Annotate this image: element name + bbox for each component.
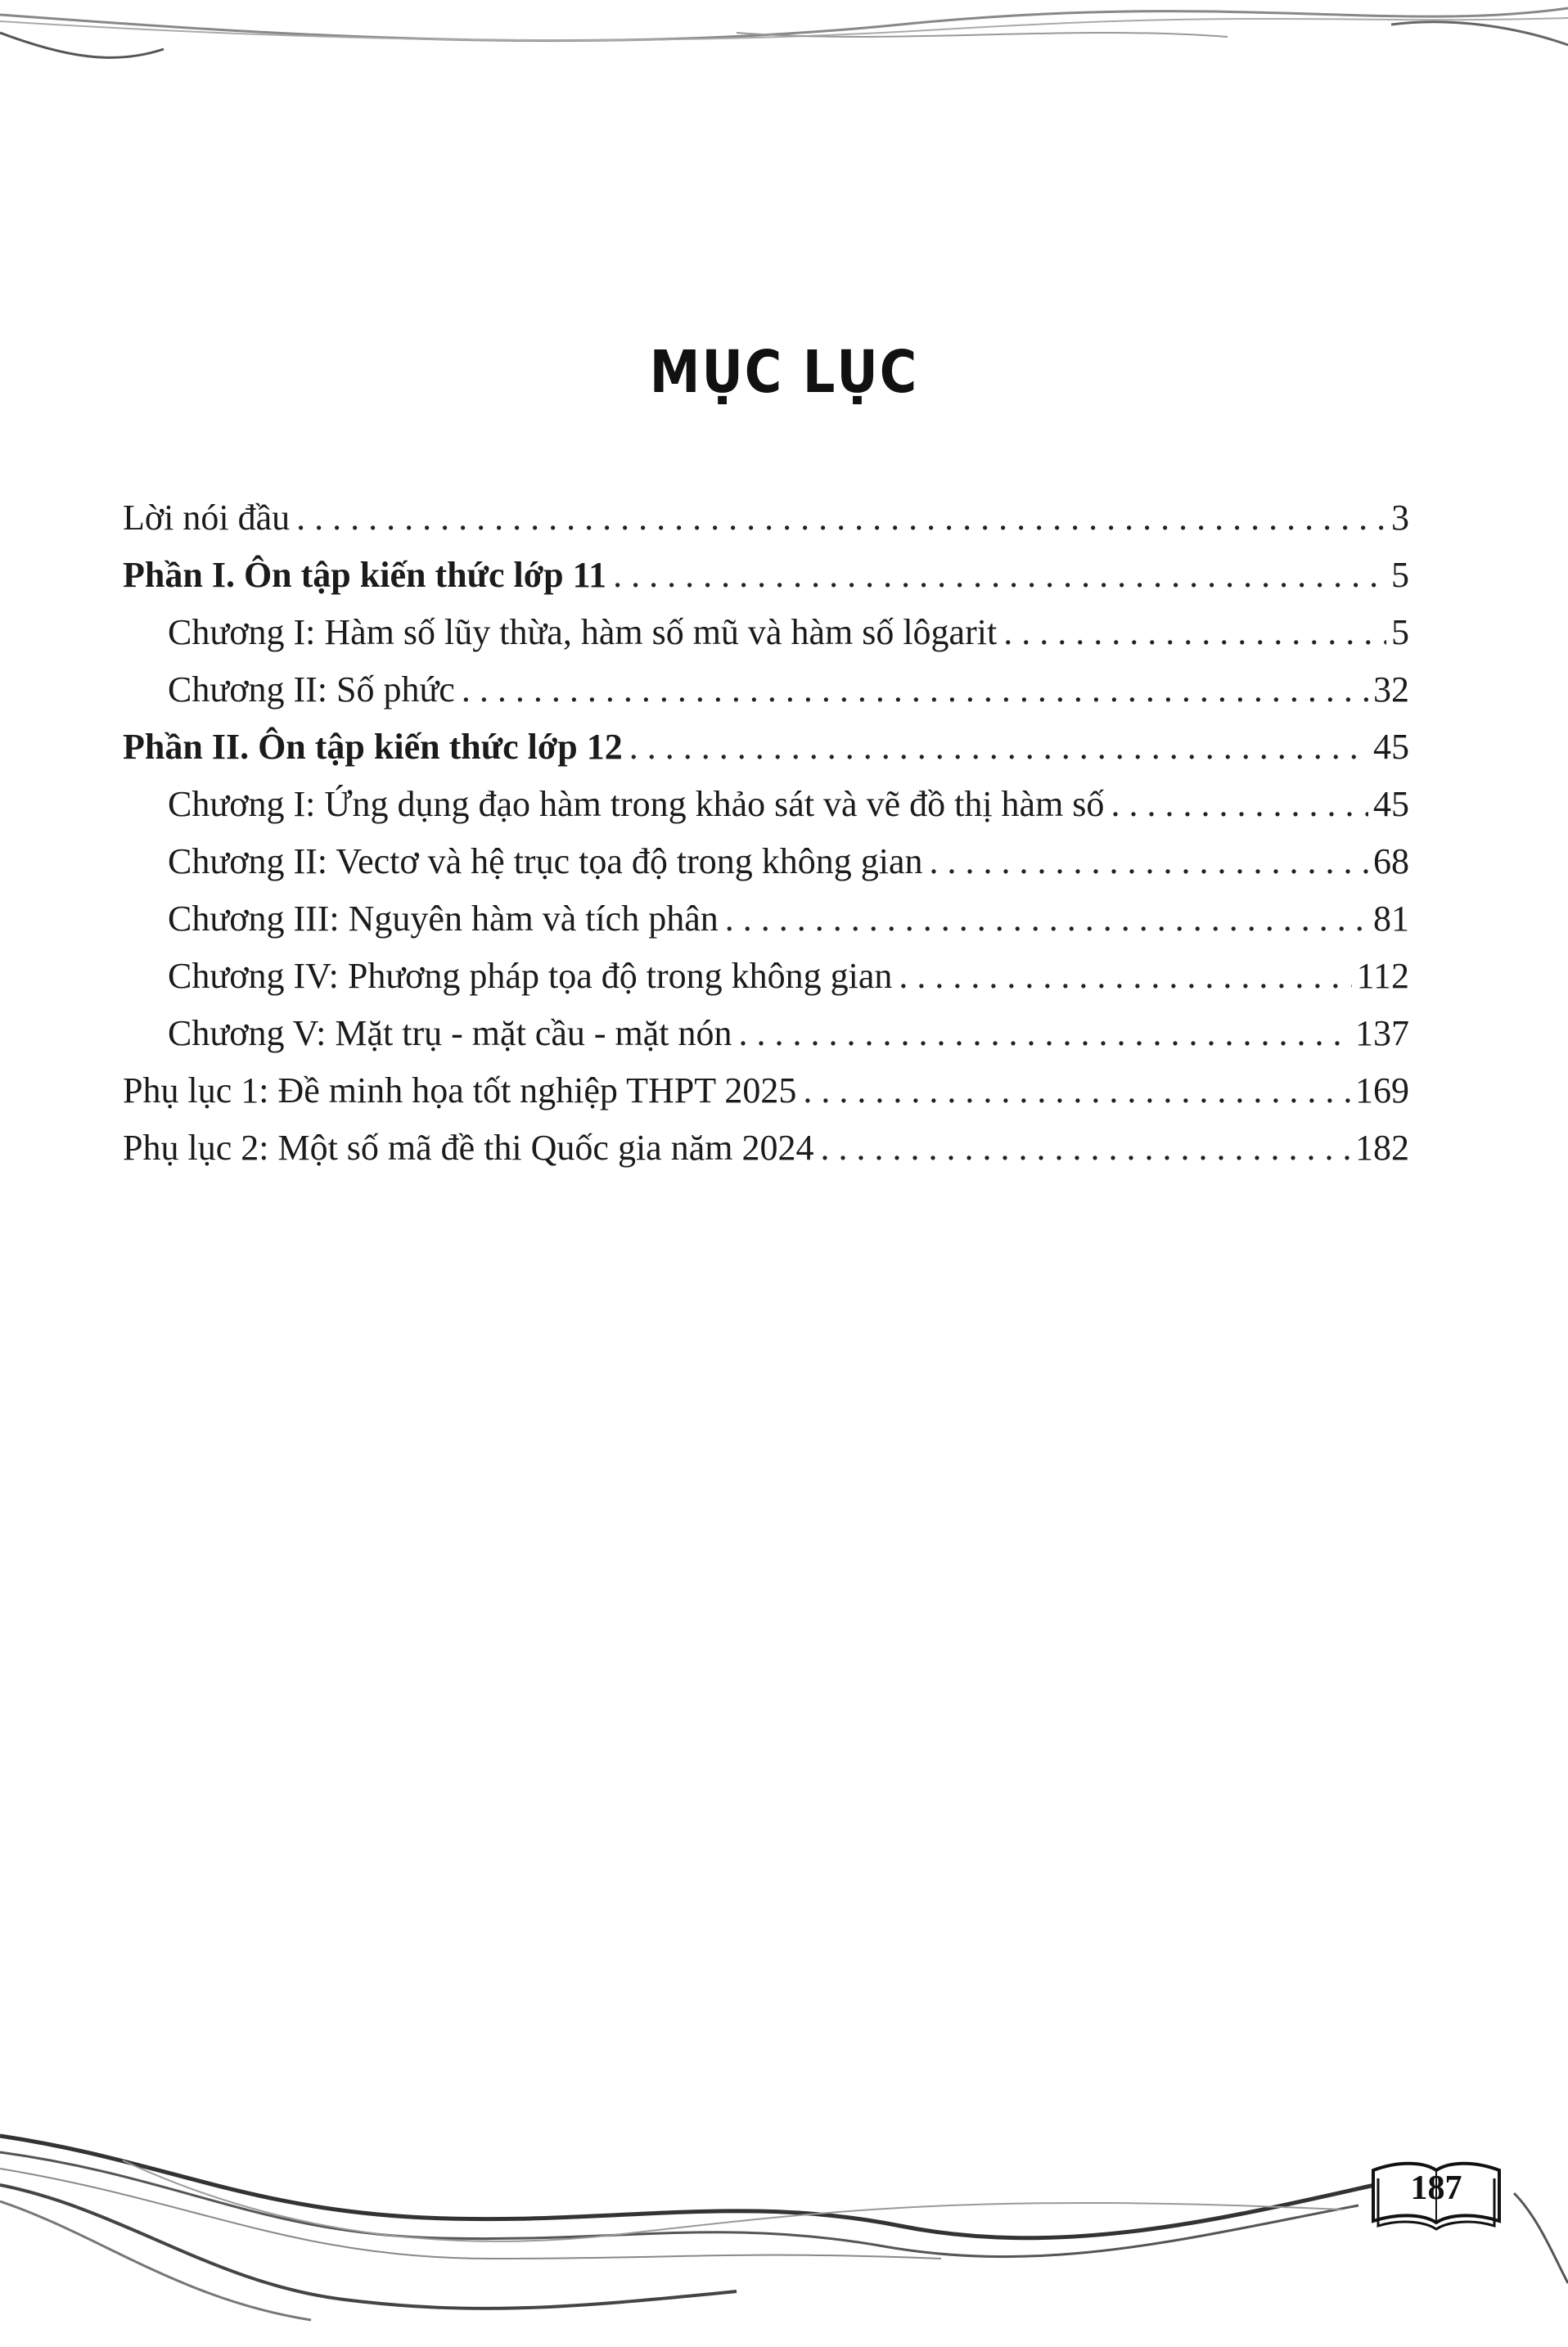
toc-entry-page: 45	[1373, 784, 1409, 824]
page-title: MỤC LỤC	[649, 337, 919, 407]
toc-entry	[123, 493, 1409, 543]
toc-entry-page: 5	[1391, 612, 1409, 652]
toc-entry-label: Phần I. Ôn tập kiến thức lớp 11	[123, 555, 607, 595]
toc-entry-label: Chương I: Hàm số lũy thừa, hàm số mũ và hàm số lôgarit	[168, 612, 998, 652]
toc-entry-page: 68	[1373, 841, 1409, 881]
top-border-ornament	[0, 0, 1568, 65]
toc-entry-label: Phần II. Ôn tập kiến thức lớp 12	[123, 727, 623, 767]
toc-entry	[123, 1123, 1409, 1174]
dot-leader	[1111, 779, 1368, 830]
toc-entry	[168, 836, 1409, 887]
toc-entry-label: Chương II: Số phức	[168, 669, 455, 710]
toc-entry-label: Chương II: Vectơ và hệ trục tọa độ trong không gian	[168, 841, 923, 881]
toc-entry-label: Chương III: Nguyên hàm và tích phân	[168, 899, 719, 939]
toc-entry-page: 5	[1391, 555, 1409, 595]
toc-entry-page: 32	[1373, 669, 1409, 710]
toc-entry-label: Phụ lục 1: Đề minh họa tốt nghiệp THPT 2025	[123, 1070, 797, 1110]
dot-leader	[725, 894, 1368, 944]
toc-entry-page: 137	[1355, 1013, 1409, 1053]
toc-entry-page: 169	[1355, 1070, 1409, 1110]
bottom-border-ornament	[0, 2095, 1568, 2347]
dot-leader	[820, 1123, 1350, 1174]
page-number: 187	[1410, 2169, 1462, 2207]
dot-leader	[629, 722, 1368, 773]
toc-entry	[168, 1008, 1409, 1059]
toc-entry-page: 3	[1391, 498, 1409, 538]
dot-leader	[803, 1065, 1350, 1116]
toc-entry-page: 81	[1373, 899, 1409, 939]
toc-entry	[123, 722, 1409, 773]
toc-entry-page: 182	[1355, 1128, 1409, 1168]
dot-leader	[296, 493, 1386, 543]
toc-entry-label: Chương V: Mặt trụ - mặt cầu - mặt nón	[168, 1013, 732, 1053]
toc-entry-label: Lời nói đầu	[123, 498, 291, 538]
toc-entry	[168, 664, 1409, 715]
toc-entry	[168, 607, 1409, 658]
dot-leader	[1003, 607, 1386, 658]
dot-leader	[462, 664, 1368, 715]
toc-entry-page: 45	[1373, 727, 1409, 767]
toc-entry-page: 112	[1356, 956, 1409, 996]
toc-entry	[123, 550, 1409, 601]
toc-entry	[123, 1065, 1409, 1116]
dot-leader	[930, 836, 1369, 887]
toc-entry	[168, 894, 1409, 944]
toc-entry-label: Chương I: Ứng dụng đạo hàm trong khảo sát và vẽ đồ thị hàm số	[168, 784, 1105, 824]
toc-entry-label: Phụ lục 2: Một số mã đề thi Quốc gia năm 2024	[123, 1128, 814, 1168]
dot-leader	[613, 550, 1386, 601]
dot-leader	[899, 951, 1351, 1002]
dot-leader	[738, 1008, 1350, 1059]
toc-entry	[168, 951, 1409, 1002]
toc-entry	[168, 779, 1409, 830]
toc-entry-label: Chương IV: Phương pháp tọa độ trong không gian	[168, 956, 893, 996]
